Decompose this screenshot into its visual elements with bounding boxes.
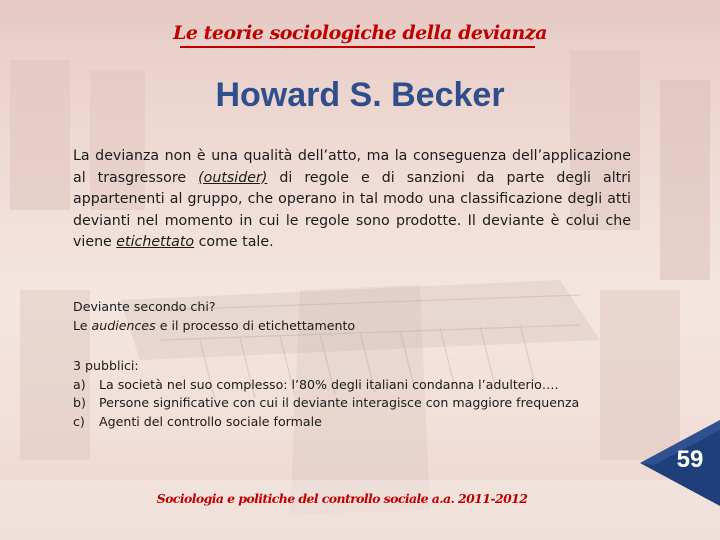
definition-paragraph <box>73 146 631 254</box>
slide-title: Le teorie sociologiche della devianza <box>173 22 547 44</box>
list-item <box>73 413 633 432</box>
list-marker: c) <box>73 413 85 429</box>
list-marker: b) <box>73 395 86 410</box>
list-item <box>73 394 633 413</box>
audiences-line <box>73 317 633 336</box>
slide-footer: Sociologia e politiche del controllo sociale a.a. 2011-2012 <box>156 491 528 506</box>
list-item-text: Agenti del controllo sociale formale <box>99 413 322 429</box>
definition-text-part2: di regole e di sanzioni da parte degli altri appartenenti al gruppo, che operano in tal modo una classificazione degli atti devianti nel momento in cui le regole sono prodotte. Il deviante è colui che viene <box>73 169 631 250</box>
audiences-line-post: e il processo di etichettamento <box>155 317 356 333</box>
audiences-term: audiences <box>91 317 156 333</box>
publics-section <box>73 357 633 431</box>
page-number: 59 <box>676 446 704 473</box>
audiences-line-pre: Le <box>73 317 92 333</box>
list-marker: a) <box>73 376 86 392</box>
list-item-text: La società nel suo complesso: l’80% degli italiani condanna l’adulterio…. <box>99 376 559 392</box>
outsider-term: (outsider) <box>198 169 268 186</box>
slide-heading: Howard S. Becker <box>215 76 505 114</box>
audiences-question: Deviante secondo chi? <box>73 299 216 314</box>
audiences-paragraph <box>73 298 633 335</box>
publics-list <box>73 376 633 432</box>
publics-intro: 3 pubblici: <box>73 358 139 373</box>
list-item-text: Persone significative con cui il deviante interagisce con maggiore frequenza <box>99 395 580 410</box>
etichettato-term: etichettato <box>116 234 195 250</box>
list-item <box>73 376 633 395</box>
definition-text-part1: La devianza non è una qualità dell’atto, ma la conseguenza dell’applicazione al trasgressore <box>73 148 631 186</box>
definition-text-part3: come tale. <box>194 234 274 250</box>
title-underline <box>180 46 535 48</box>
